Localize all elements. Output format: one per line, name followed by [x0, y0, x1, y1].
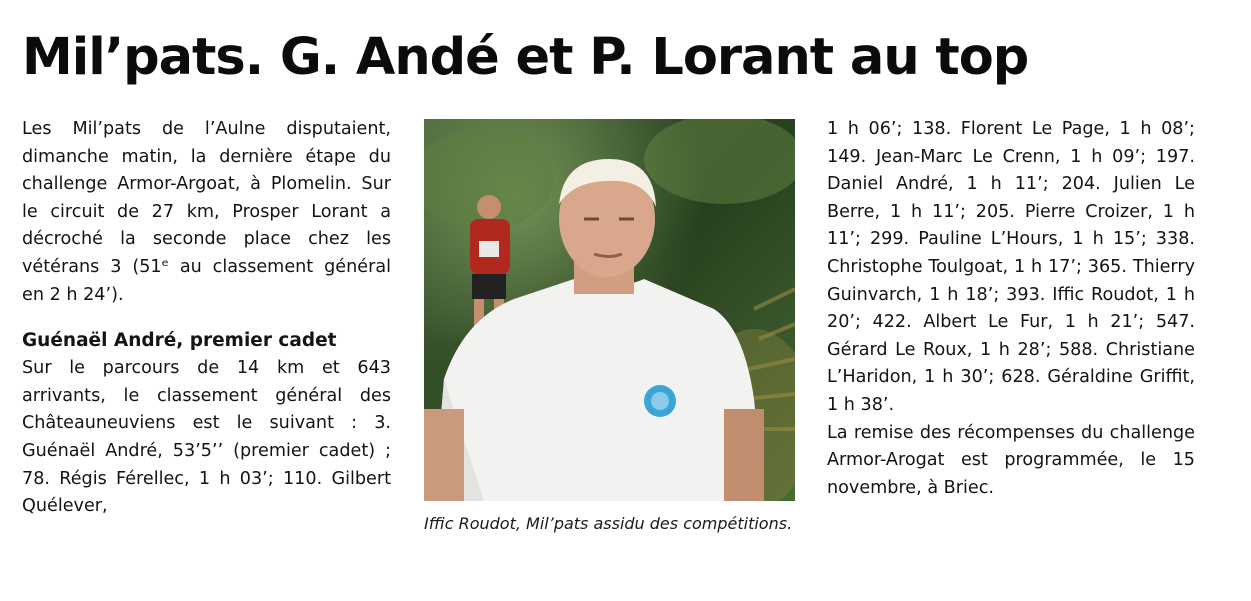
subheading: Guénaël André, premier cadet: [22, 330, 337, 352]
closing-paragraph: La remise des récompenses du challenge Armor-Arogat est programmée, le 15 novembre, à Briec.: [827, 422, 1195, 498]
article-column-1: [22, 116, 391, 521]
runner-photo-illustration: [424, 119, 795, 501]
runner-photo: [424, 119, 795, 501]
headline: Mil’pats. G. Andé et P. Lorant au top: [22, 28, 1029, 87]
photo-caption: Iffic Roudot, Mil’pats assidu des compétitions.: [424, 514, 793, 533]
results-paragraph-part1: Sur le parcours de 14 km et 643 arrivants, le classement général des Châteauneuviens est le suivant : 3. Guénaël André, 53’5’’ (premier cadet) ; 78. Régis Férellec, 1 h 03’; 110. Gilbert Quélever,: [22, 358, 391, 517]
intro-paragraph: Les Mil’pats de l’Aulne disputaient, dimanche matin, la dernière étape du challenge Armor-Argoat, à Plomelin. Sur le circuit de 27 km, Prosper Lorant a décroché la seconde place chez les vétérans 3 (51ᵉ au classement général en 2 h 24’).: [22, 119, 391, 305]
article-column-3: [827, 116, 1195, 502]
results-paragraph-part2: 1 h 06’; 138. Florent Le Page, 1 h 08’; 149. Jean-Marc Le Crenn, 1 h 09’; 197. Daniel André, 1 h 11’; 204. Julien Le Berre, 1 h 11’; 205. Pierre Croizer, 1 h 11’; 299. Pauline L’Hours, 1 h 15’; 338. Christophe Toulgoat, 1 h 17’; 365. Thierry Guinvarch, 1 h 18’; 393. Iffic Roudot, 1 h 20’; 422. Albert Le Fur, 1 h 21’; 547. Gérard Le Roux, 1 h 28’; 588. Christiane L’Haridon, 1 h 30’; 628. Géraldine Griffit, 1 h 38’.: [827, 119, 1195, 415]
